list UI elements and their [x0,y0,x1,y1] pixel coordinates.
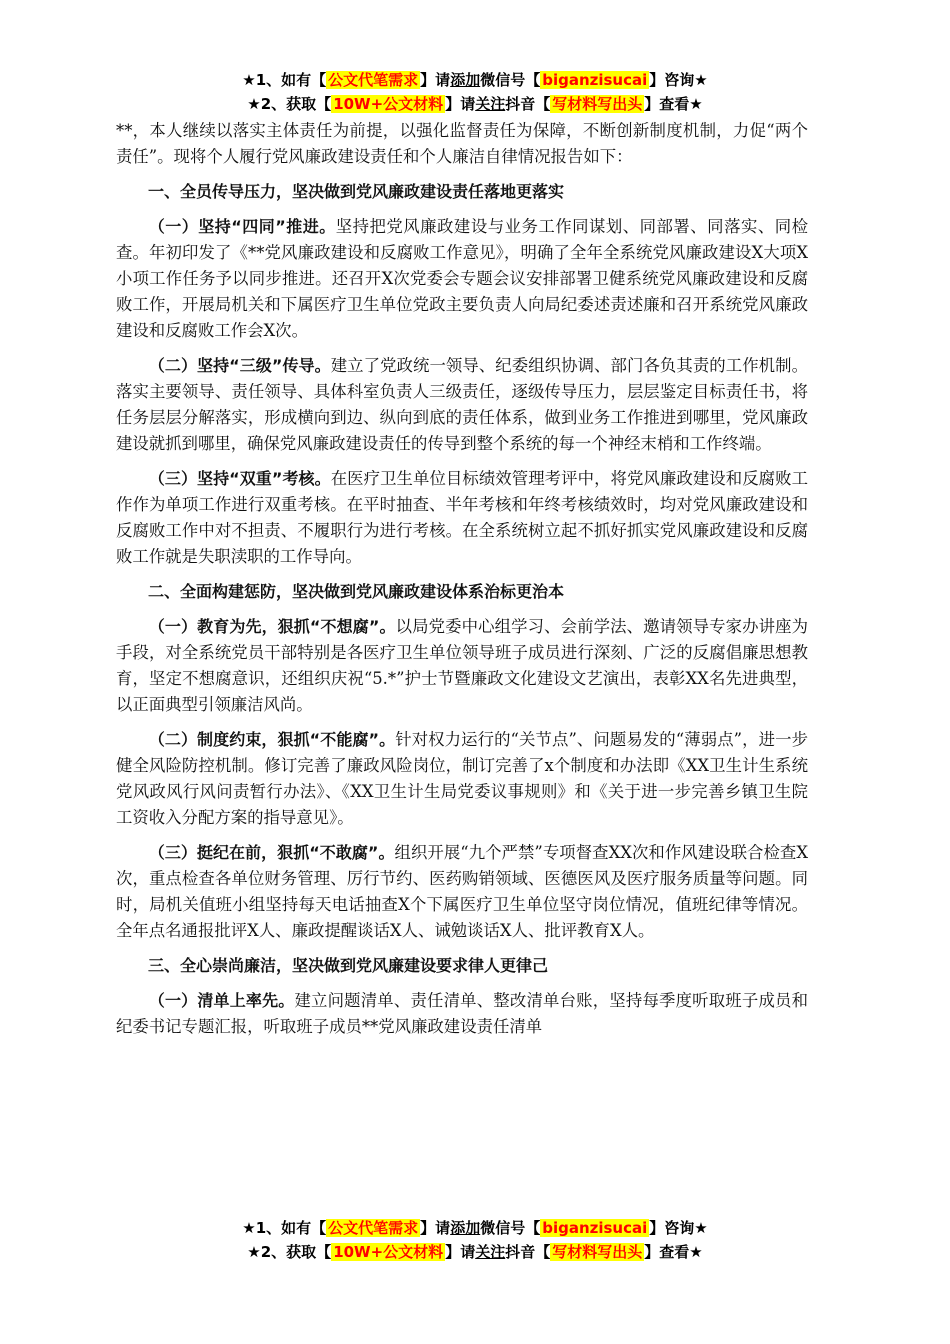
paragraph [116,353,808,457]
promo-line-1 [0,1216,950,1240]
paragraph-lead: （一）教育为先，狠抓“不想腐”。 [148,617,396,636]
promo-text: 抖音【 [505,1243,551,1261]
promo-text: 微信号【 [480,1219,541,1237]
promo-text: ★2、获取【 [247,1243,332,1261]
section-heading-1: 一、全员传导压力，坚决做到党风廉政建设责任落地更落实 [148,182,565,201]
promo-underline: 添加 [450,71,481,89]
promo-underline: 关注 [475,1243,506,1261]
promo-text: 】请 [420,1219,451,1237]
promo-highlight-douyin: 写材料写出头 [552,95,643,113]
promo-underline: 关注 [475,95,506,113]
paragraph [116,840,808,944]
paragraph [116,214,808,344]
paragraph-text: 组织开展“九个严禁”专项督查XX次和作风建设联合检查X次，重点检查各单位财务管理、厉行节约、医药购销领域、医德医风及医疗服务质量等问题。同时，局机关值班小组坚持每天电话抽查X个下属医疗卫生单位坚守岗位情况，值班纪律等情况。全年点名通报批评X人、廉政提醒谈话X人、诫勉谈话X人、批评教育X人。 [116,843,808,940]
paragraph-lead: （一）清单上率先。 [148,991,295,1010]
paragraph-lead: （二）坚持“三级”传导。 [148,356,331,375]
paragraph-text: 建立问题清单、责任清单、整改清单台账，坚持每季度听取班子成员和纪委书记专题汇报，听取班子成员**党风廉政建设责任清单 [116,991,808,1036]
promo-text: 】查看★ [644,95,703,113]
paragraph-lead: （三）坚持“双重”考核。 [148,469,331,488]
paragraph-text: 针对权力运行的“关节点”、问题易发的“薄弱点”，进一步健全风险防控机制。修订完善了廉政风险岗位，制订完善了x个制度和办法即《XX卫生计生系统党风政风行风问责暂行办法》、《XX卫生计生局党委议事规则》和《关于进一步完善乡镇卫生院工资收入分配方案的指导意见》。 [116,730,808,827]
paragraph-lead: （二）制度约束，狠抓“不能腐”。 [148,730,396,749]
promo-highlight: 公文代笔需求 [328,71,419,89]
paragraph-text: 坚持把党风廉政建设与业务工作同谋划、同部署、同落实、同检查。年初印发了《**党风廉政建设和反腐败工作意见》，明确了全年全系统党风廉政建设X大项X小项工作任务予以同步推进。还召开X次党委会专题会议安排部署卫健系统党风廉政建设和反腐败工作，开展局机关和下属医疗卫生单位党政主要负责人向局纪委述责述廉和召开系统党风廉政建设和反腐败工作会X次。 [116,217,808,340]
paragraph [116,988,808,1040]
document-body [116,118,808,1049]
promo-underline: 添加 [450,1219,481,1237]
promo-text: ★2、获取【 [247,95,332,113]
promo-line-2 [0,1240,950,1264]
promo-highlight: 10W+公文材料 [333,1243,444,1261]
promo-text: 微信号【 [480,71,541,89]
paragraph [116,614,808,718]
promo-banner-bottom [0,1216,950,1264]
promo-line-1 [0,68,950,92]
promo-text: 】咨询★ [649,1219,708,1237]
promo-highlight: 公文代笔需求 [328,1219,419,1237]
paragraph-lead: （三）挺纪在前，狠抓“不敢腐”。 [148,843,395,862]
paragraph [116,727,808,831]
promo-text: 】查看★ [644,1243,703,1261]
promo-text: ★1、如有【 [242,1219,327,1237]
promo-text: 】咨询★ [649,71,708,89]
promo-banner-top [0,68,950,116]
section-heading-3: 三、全心崇尚廉洁，坚决做到党风廉建设要求律人更律己 [148,956,549,975]
promo-highlight: 10W+公文材料 [333,95,444,113]
promo-text: ★1、如有【 [242,71,327,89]
promo-highlight-douyin: 写材料写出头 [552,1243,643,1261]
promo-text: 】请 [445,1243,476,1261]
promo-text: 抖音【 [505,95,551,113]
promo-line-2 [0,92,950,116]
paragraph [116,466,808,570]
section-heading-2: 二、全面构建惩防，坚决做到党风廉政建设体系治标更治本 [148,582,565,601]
paragraph-text: 以局党委中心组学习、会前学法、邀请领导专家办讲座为手段，对全系统党员干部特别是各医疗卫生单位领导班子成员进行深刻、广泛的反腐倡廉思想教育，坚定不想腐意识，还组织庆祝“5.*”护士节暨廉政文化建设文艺演出，表彰XX名先进典型，以正面典型引领廉洁风尚。 [116,617,808,714]
paragraph-lead: （一）坚持“四同”推进。 [148,217,336,236]
promo-text: 】请 [445,95,476,113]
intro-paragraph: **，本人继续以落实主体责任为前提，以强化监督责任为保障，不断创新制度机制，力促“两个责任”。现将个人履行党风廉政建设责任和个人廉洁自律情况报告如下： [116,121,808,166]
promo-highlight-wechat: biganzisucai [542,1219,648,1237]
paragraph-text: 在医疗卫生单位目标绩效管理考评中，将党风廉政建设和反腐败工作作为单项工作进行双重考核。在平时抽查、半年考核和年终考核绩效时，均对党风廉政建设和反腐败工作中对不担责、不履职行为进行考核。在全系统树立起不抓好抓实党风廉政建设和反腐败工作就是失职渎职的工作导向。 [116,469,808,566]
promo-text: 】请 [420,71,451,89]
promo-highlight-wechat: biganzisucai [542,71,648,89]
paragraph-text: 建立了党政统一领导、纪委组织协调、部门各负其责的工作机制。落实主要领导、责任领导、具体科室负责人三级责任，逐级传导压力，层层鉴定目标责任书，将任务层层分解落实，形成横向到边、纵向到底的责任体系，做到业务工作推进到哪里，党风廉政建设就抓到哪里，确保党风廉政建设责任的传导到整个系统的每一个神经末梢和工作终端。 [116,356,808,453]
